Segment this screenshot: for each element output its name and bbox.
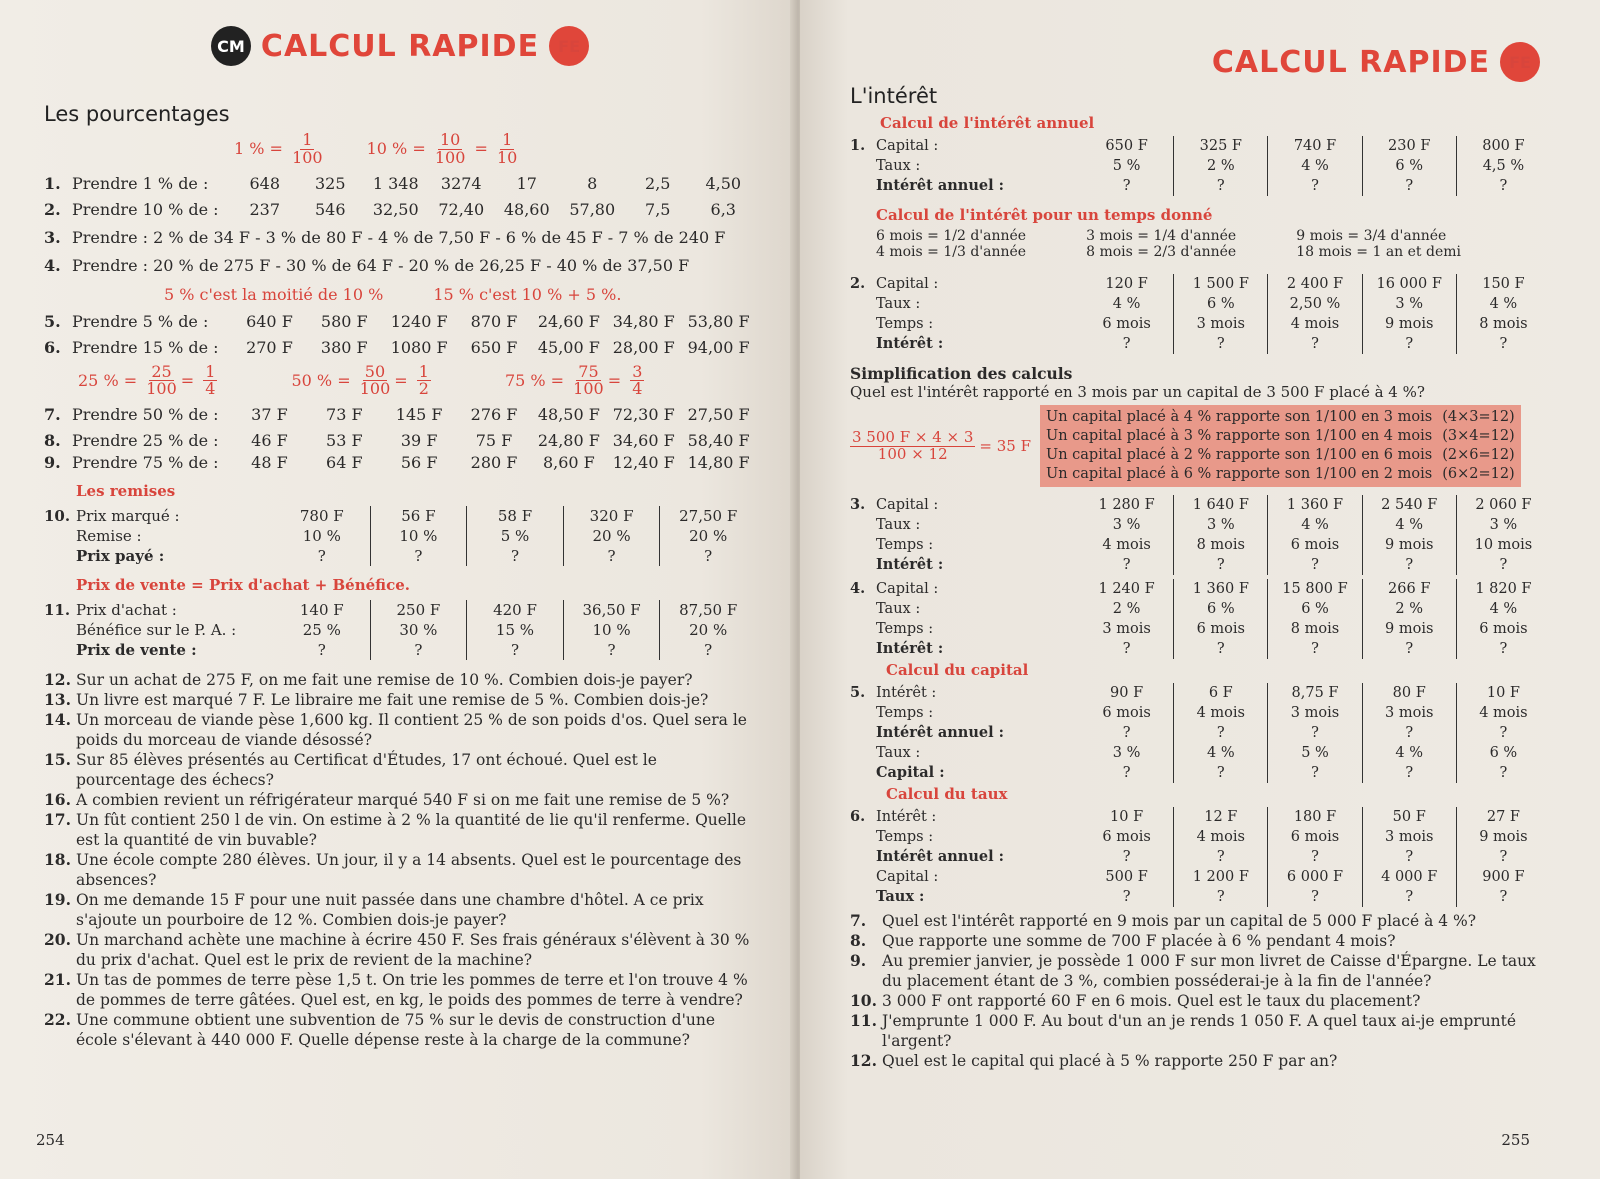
remises-title: Les remises xyxy=(76,482,176,501)
problem-r10: 10. 3 000 F ont rapporté 60 F en 6 mois. Quel est le taux du placement? xyxy=(850,991,1421,1010)
calculation: $\frac{3 500 F \times 4 \times 3}{100 \times 12}$ = 35 F xyxy=(852,427,1032,463)
exercise-9: 9. Prendre 75 % de : 48 F 64 F 56 F 280 F 8,60 F 12,40 F 14,80 F xyxy=(44,453,750,473)
exercise-4: 4. Prendre : 20 % de 275 F - 30 % de 64 F - 20 % de 26,25 F - 40 % de 37,50 F xyxy=(44,255,690,275)
banner-title: CALCUL RAPIDE xyxy=(260,28,540,64)
section-title: Les pourcentages xyxy=(44,102,230,126)
right-header xyxy=(850,34,1550,90)
problem-r9: 9. Au premier janvier, je possède 1 000 F sur mon livret de Caisse d'Épargne. Le taux du placement étant de 3 %, combien posséderai-je à la fin de l'année? xyxy=(850,951,1536,990)
annuel-title: Calcul de l'intérêt annuel xyxy=(880,114,1095,132)
problem-17: 17. Un fût contient 250 l de vin. On estime à 2 % la quantité de lie qu'il renferme. Quelle est la quantité de vin buvable? xyxy=(44,810,747,850)
exercise-r5-grid: 5. Intérêt : Temps : Intérêt annuel : Taux : Capital : 90 F 6 mois ? 3 % ? 6 F 4 mois ? 4 % ? 8,75 F 3 mois ? 5 % ? 80 F 3 mois ? 4 % ? 10 F 4 mois ? 6 % ? xyxy=(850,683,1550,783)
problem-r8: 8. Que rapporte une somme de 700 F placée à 6 % pendant 4 mois? xyxy=(850,931,1396,950)
problem-12: 12. Sur un achat de 275 F, on me fait une remise de 10 %. Combien dois-je payer? xyxy=(44,670,693,690)
exercise-1: 1. Prendre 1 % de : 648 325 1 348 3274 17 8 2,5 4,50 xyxy=(44,173,742,193)
fe-badge-right: FE xyxy=(1500,42,1540,82)
page-number-left: 254 xyxy=(36,1131,65,1149)
banner-title-right: CALCUL RAPIDE xyxy=(1211,44,1490,80)
simp-title: Simplification des calculs xyxy=(850,364,1073,383)
problem-18: 18. Une école compte 280 élèves. Un jour, il y a 14 absents. Quel est le pourcentage des absences? xyxy=(44,850,742,890)
problem-16: 16. A combien revient un réfrigérateur marqué 540 F si on me fait une remise de 5 %? xyxy=(44,790,730,810)
exercise-8: 8. Prendre 25 % de : 46 F 53 F 39 F 75 F 24,80 F 34,60 F 58,40 F xyxy=(44,431,750,451)
simplification-block xyxy=(850,405,1550,487)
rules-box: Un capital placé à 4 % rapporte son 1/100 en 3 mois (4×3=12) Un capital placé à 3 % rapporte son 1/100 en 4 mois (3×4=12) Un capital placé à 2 % rapporte son 1/100 en 6 mois (2×6=12) Un capital placé à 6 % rapporte son 1/100 en 2 mois (6×2=12) xyxy=(1040,405,1521,487)
problem-r7: 7. Quel est l'intérêt rapporté en 9 mois par un capital de 5 000 F placé à 4 %? xyxy=(850,911,1477,930)
exercise-r6-grid: 6. Intérêt : Temps : Intérêt annuel : Capital : Taux : 10 F 6 mois ? 500 F ? 12 F 4 mois ? 1 200 F ? 180 F 6 mois ? 6 000 F ? 50 F 3 mois ? 4 000 F ? 27 F 9 mois ? 900 F ? xyxy=(850,807,1550,907)
cm-badge: CM xyxy=(211,26,251,66)
problem-13: 13. Un livre est marqué 7 F. Le libraire me fait une remise de 5 %. Combien dois-je? xyxy=(44,690,709,710)
formula-2: 10 % = $\frac{10}{100}$ = $\frac{1}{10}$ xyxy=(366,130,518,167)
left-page xyxy=(0,0,796,1179)
exercise-r4-grid: 4. Capital : Taux : Temps : Intérêt : 1 240 F 2 % 3 mois ? 1 360 F 6 % 6 mois ? 15 800 F 6 % 8 mois ? 266 F 2 % 9 mois ? 1 820 F 4 % 6 mois ? xyxy=(850,579,1550,659)
exercise-7: 7. Prendre 50 % de : 37 F 73 F 145 F 276 F 48,50 F 72,30 F 27,50 F xyxy=(44,405,750,425)
exercise-5: 5. Prendre 5 % de : 640 F 580 F 1240 F 870 F 24,60 F 34,80 F 53,80 F xyxy=(44,311,750,331)
problem-r11: 11. J'emprunte 1 000 F. Au bout d'un an je rends 1 050 F. A quel taux ai-je emprunté l'argent? xyxy=(850,1011,1517,1050)
formula-50: 50 % = $\frac{50}{100}$ = $\frac{1}{2}$ xyxy=(291,361,429,399)
prix-vente-title: Prix de vente = Prix d'achat + Bénéfice. xyxy=(76,576,410,595)
problems-left xyxy=(44,670,756,1050)
formula-row-1 xyxy=(234,132,756,167)
exercise-3: 3. Prendre : 2 % de 34 F - 3 % de 80 F - 4 % de 7,50 F - 6 % de 45 F - 7 % de 240 F xyxy=(44,227,726,247)
problem-14: 14. Un morceau de viande pèse 1,600 kg. Il contient 25 % de son poids d'os. Quel sera le poids du morceau de viande désossé? xyxy=(44,710,747,750)
exercise-r2-grid: 2. Capital : Taux : Temps : Intérêt : 120 F 4 % 6 mois ? 1 500 F 6 % 3 mois ? 2 400 F 2,50 % 4 mois ? 16 000 F 3 % 9 mois ? 150 F 4 % 8 mois ? xyxy=(850,274,1550,354)
problem-22: 22. Une commune obtient une subvention de 75 % sur le devis de construction d'une école s'élevant à 440 000 F. Quelle dépense reste à la charge de la commune? xyxy=(44,1010,716,1050)
problem-19: 19. On me demande 15 F pour une nuit passée dans une chambre d'hôtel. A ce prix s'ajoute un pourboire de 12 %. Combien dois-je payer? xyxy=(44,890,704,930)
percent-notes: 5 % c'est la moitié de 10 % 15 % c'est 10 % + 5 %. xyxy=(164,284,622,304)
temps-title: Calcul de l'intérêt pour un temps donné xyxy=(876,206,1213,224)
taux-title: Calcul du taux xyxy=(886,785,1008,803)
page-number-right: 255 xyxy=(1501,1131,1530,1149)
simp-question: Quel est l'intérêt rapporté en 3 mois par un capital de 3 500 F placé à 4 %? xyxy=(850,383,1425,401)
problem-r12: 12. Quel est le capital qui placé à 5 % rapporte 250 F par an? xyxy=(850,1051,1338,1070)
exercise-r3-grid: 3. Capital : Taux : Temps : Intérêt : 1 280 F 3 % 4 mois ? 1 640 F 3 % 8 mois ? 1 360 F 4 % 6 mois ? 2 540 F 4 % 9 mois ? 2 060 F 3 % 10 mois ? xyxy=(850,495,1550,575)
problem-20: 20. Un marchand achète une machine à écrire 450 F. Ses frais généraux s'élèvent à 30 % du prix d'achat. Quel est le prix de revient de la machine? xyxy=(44,930,750,970)
exercise-6: 6. Prendre 15 % de : 270 F 380 F 1080 F 650 F 45,00 F 28,00 F 94,00 F xyxy=(44,337,750,357)
exercise-r1-grid: 1. Capital : Taux : Intérêt annuel : 650 F 5 % ? 325 F 2 % ? 740 F 4 % ? 230 F 6 % ? 800 F 4,5 % ? xyxy=(850,136,1550,196)
exercise-2: 2. Prendre 10 % de : 237 546 32,50 72,40 48,60 57,80 7,5 6,3 xyxy=(44,199,736,219)
exercise-10-grid: 10. Prix marqué : Remise : Prix payé : 780 F 10 % ? 56 F 10 % ? 58 F 5 % ? 320 F 20 % ? 27,50 F 20 % ? xyxy=(44,506,756,566)
section-title-right: L'intérêt xyxy=(850,84,938,108)
formula-25: 25 % = $\frac{25}{100}$ = $\frac{1}{4}$ xyxy=(78,361,216,399)
problem-21: 21. Un tas de pommes de terre pèse 1,5 t. On trie les pommes de terre et l'on trouve 4 % de pommes de terre gâtées. Quel est, en kg, le poids des pommes de terre à vendre? xyxy=(44,970,748,1010)
left-header xyxy=(44,18,756,74)
formula-75: 75 % = $\frac{75}{100}$ = $\frac{3}{4}$ xyxy=(504,361,643,399)
exercise-11-grid: 11. Prix d'achat : Bénéfice sur le P. A. : Prix de vente : 140 F 25 % ? 250 F 30 % ? 420 F 15 % ? 36,50 F 10 % ? 87,50 F 20 % ? xyxy=(44,600,756,660)
right-page xyxy=(800,0,1600,1179)
formula-1: 1 % = $\frac{1}{100}$ xyxy=(234,130,323,167)
capital-title: Calcul du capital xyxy=(886,661,1029,679)
fe-badge: FE xyxy=(549,26,589,66)
duration-equivalents: 6 mois = 1/2 d'année 4 mois = 1/3 d'année 3 mois = 1/4 d'année 8 mois = 2/3 d'année 9 mois = 3/4 d'année 18 mois = 1 an et demi xyxy=(876,228,1462,260)
formula-row-2 xyxy=(78,361,756,399)
problem-15: 15. Sur 85 élèves présentés au Certificat d'Études, 17 ont échoué. Quel est le pourcentage des échecs? xyxy=(44,750,657,790)
problems-right xyxy=(850,911,1550,1071)
